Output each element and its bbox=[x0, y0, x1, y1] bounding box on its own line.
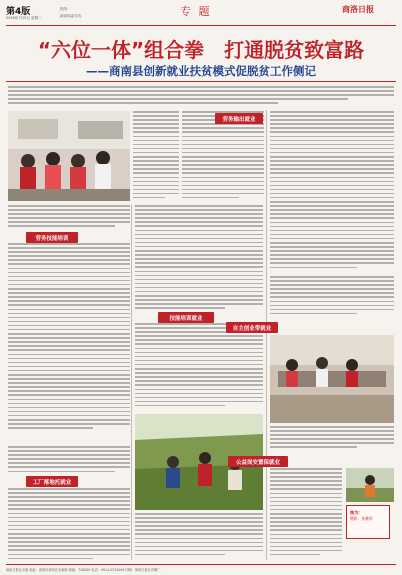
section-heading-entrepreneur: 自主创业带就业 bbox=[226, 322, 278, 333]
header-contact: 热线： bbox=[60, 7, 71, 11]
section-tag: 专 题 bbox=[180, 5, 212, 18]
column-text-6 bbox=[135, 205, 263, 313]
header-date: 2016年7月5日 星期二 bbox=[6, 16, 42, 20]
footer-imprint: 商洛日报社出版 地址：商洛市商州区北新街 邮编：726000 电话：0914-2313006 印刷：商洛日报社印刷厂 bbox=[6, 568, 161, 572]
headline: “六位一体”组合拳 打通脱贫致富路 bbox=[37, 38, 365, 62]
column-text-10 bbox=[270, 111, 394, 273]
column-text-11 bbox=[270, 276, 394, 318]
section-heading-labor: 劳务输出就业 bbox=[215, 113, 263, 124]
page-number: 第4版 bbox=[6, 7, 31, 17]
column-text-12 bbox=[270, 426, 394, 452]
header-editor: 新闻线索专线： bbox=[60, 14, 85, 18]
column-text-8 bbox=[135, 513, 263, 560]
masthead-logo: 商洛日报 bbox=[342, 4, 374, 14]
column-text-13 bbox=[270, 468, 342, 560]
column-divider bbox=[131, 205, 132, 560]
section-heading-public-posts: 公益岗安置保就业 bbox=[228, 456, 288, 467]
photo-workshop bbox=[270, 335, 394, 423]
section-heading-factory: 工厂落地托就业 bbox=[26, 476, 78, 487]
photo-training-class bbox=[8, 111, 130, 201]
column-text-4 bbox=[8, 488, 130, 560]
column-divider bbox=[266, 110, 267, 560]
section-heading-training: 劳务技能培训 bbox=[26, 232, 78, 243]
inset-title: 图为： bbox=[350, 510, 363, 515]
column-text-1 bbox=[133, 111, 179, 201]
column-text-5 bbox=[8, 446, 130, 474]
photo-public-post-worker bbox=[346, 468, 394, 502]
footer-divider bbox=[6, 564, 396, 565]
header-divider bbox=[6, 25, 396, 26]
intro-text bbox=[8, 86, 394, 106]
subheadline-divider bbox=[6, 81, 396, 82]
subheadline: ——商南县创新就业扶贫模式促脱贫工作侧记 bbox=[86, 64, 316, 78]
column-text-2 bbox=[8, 205, 130, 229]
column-text-7 bbox=[135, 323, 263, 411]
section-heading-skills: 技能培训就业 bbox=[158, 312, 214, 323]
column-text-9 bbox=[182, 111, 264, 201]
column-text-3 bbox=[8, 243, 130, 443]
inset-caption: 摄影：孙鹏举 bbox=[350, 516, 373, 521]
